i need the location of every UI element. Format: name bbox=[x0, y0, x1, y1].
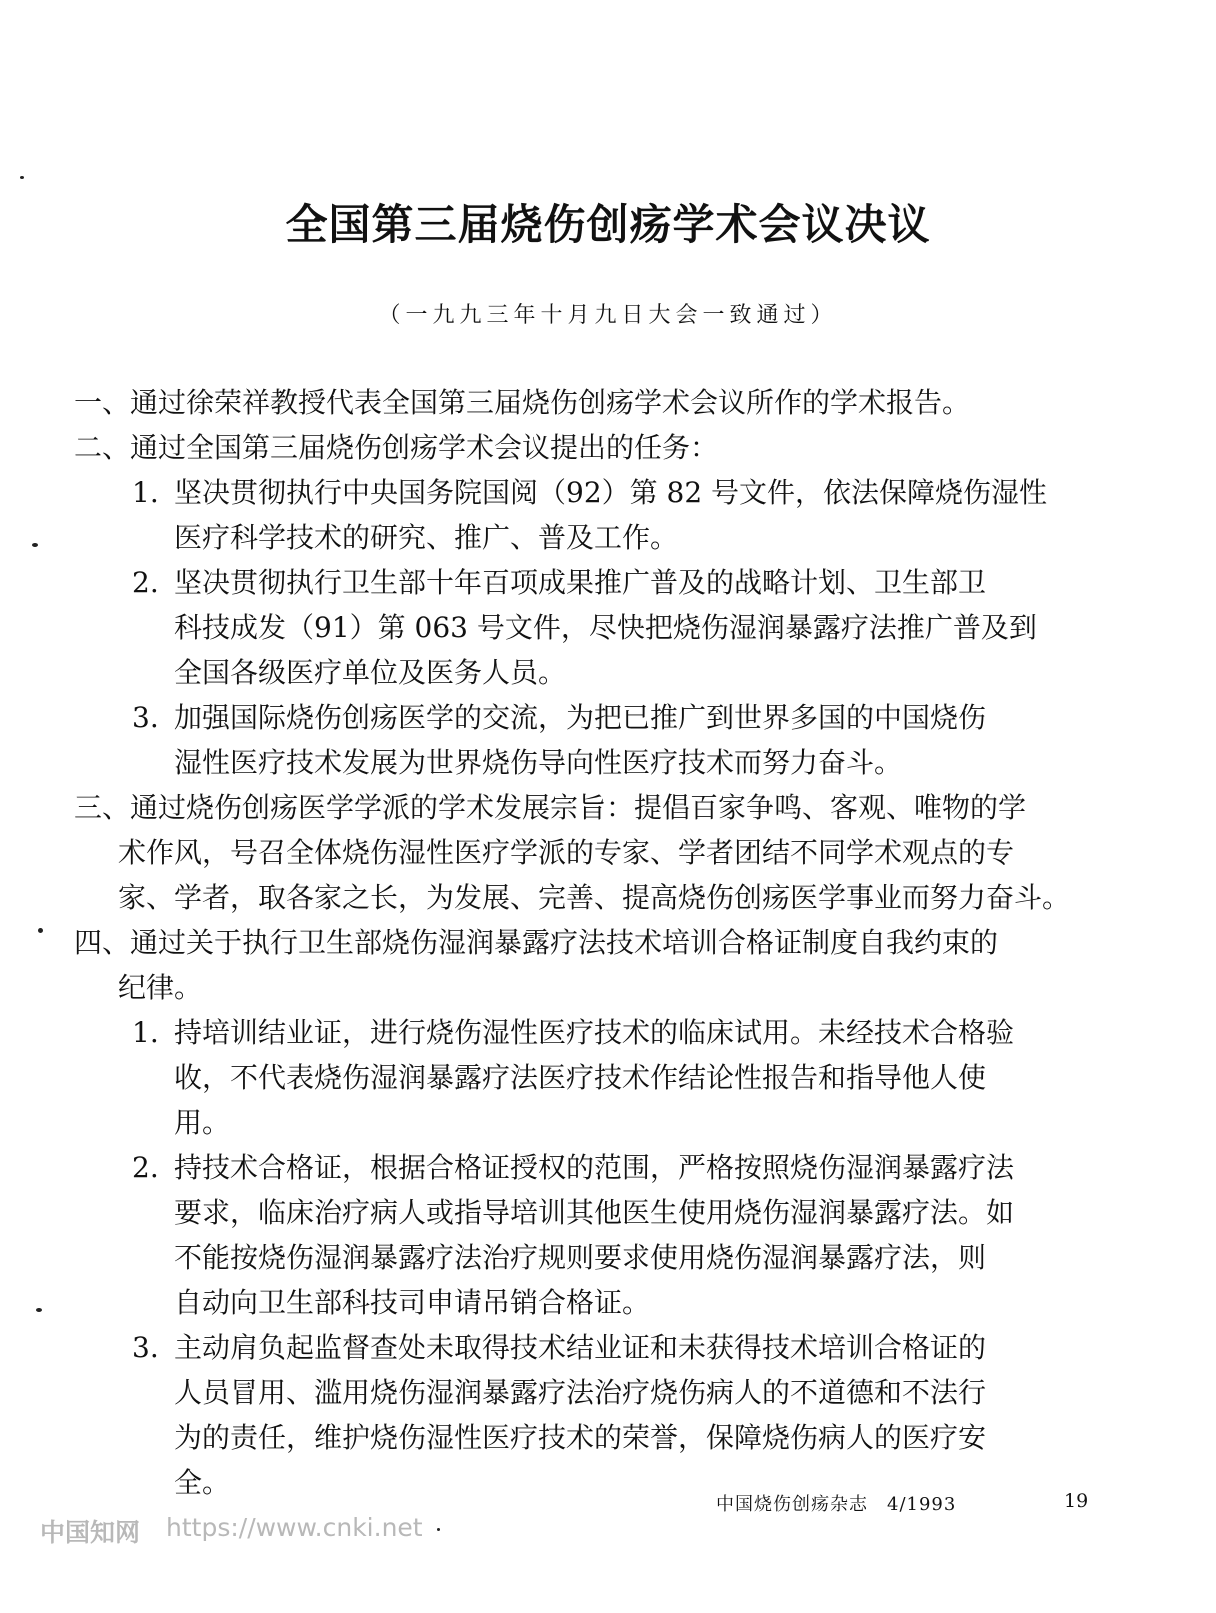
paragraph-line: 为的责任，维护烧伤湿性医疗技术的荣誉，保障烧伤病人的医疗安 bbox=[174, 1421, 987, 1454]
paragraph-line: 全。 bbox=[174, 1466, 231, 1499]
scan-speck bbox=[36, 1308, 42, 1312]
paragraph-line: 坚决贯彻执行中央国务院国阅（92）第 82 号文件，依法保障烧伤湿性 bbox=[174, 476, 1048, 509]
scan-speck bbox=[437, 1528, 440, 1531]
paragraph-line: 收，不代表烧伤湿润暴露疗法医疗技术作结论性报告和指导他人使 bbox=[174, 1061, 987, 1094]
paragraph-line: 主动肩负起监督查处未取得技术结业证和未获得技术培训合格证的 bbox=[174, 1331, 987, 1364]
document-body bbox=[74, 380, 1114, 1505]
document-title: 全国第三届烧伤创疡学术会议决议 bbox=[285, 200, 931, 249]
paragraph-line: 持技术合格证，根据合格证授权的范围，严格按照烧伤湿润暴露疗法 bbox=[174, 1151, 1015, 1184]
task-item-3 bbox=[74, 695, 1114, 740]
paragraph-line: 坚决贯彻执行卫生部十年百项成果推广普及的战略计划、卫生部卫 bbox=[174, 566, 987, 599]
document-subtitle: （一九九三年十月九日大会一致通过） bbox=[378, 303, 838, 328]
paragraph-line: 要求，临床治疗病人或指导培训其他医生使用烧伤湿润暴露疗法。如 bbox=[174, 1196, 1015, 1229]
task-item-1 bbox=[74, 470, 1114, 515]
scan-speck bbox=[32, 543, 38, 547]
discipline-item-1 bbox=[74, 1010, 1114, 1055]
paragraph-line: 术作风，号召全体烧伤湿性医疗学派的专家、学者团结不同学术观点的专 bbox=[118, 836, 1015, 869]
discipline-item-3 bbox=[74, 1325, 1114, 1370]
scan-speck bbox=[38, 928, 43, 933]
resolution-item-3: 三、通过烧伤创疡医学学派的学术发展宗旨：提倡百家争鸣、客观、唯物的学 bbox=[74, 791, 1027, 824]
journal-footer: 中国烧伤创疡杂志 4/1993 bbox=[716, 1494, 957, 1515]
resolution-item-1: 一、通过徐荣祥教授代表全国第三届烧伤创疡学术会议所作的学术报告。 bbox=[74, 386, 971, 419]
task-item-2 bbox=[74, 560, 1114, 605]
paragraph-line: 加强国际烧伤创疡医学的交流，为把已推广到世界多国的中国烧伤 bbox=[174, 701, 987, 734]
cnki-watermark-url: https://www.cnki.net bbox=[166, 1513, 423, 1542]
cnki-watermark-logo: 中国知网 bbox=[40, 1518, 141, 1547]
resolution-item-2: 二、通过全国第三届烧伤创疡学术会议提出的任务： bbox=[74, 431, 719, 464]
list-number: 3. bbox=[132, 701, 159, 734]
page-number: 19 bbox=[1064, 1490, 1089, 1512]
paragraph-line: 全国各级医疗单位及医务人员。 bbox=[174, 656, 567, 689]
paragraph-line: 用。 bbox=[174, 1106, 231, 1139]
list-number: 3. bbox=[132, 1331, 159, 1364]
paragraph-line: 持培训结业证，进行烧伤湿性医疗技术的临床试用。未经技术合格验 bbox=[174, 1016, 1015, 1049]
paragraph-line: 科技成发（91）第 063 号文件，尽快把烧伤湿润暴露疗法推广普及到 bbox=[174, 611, 1037, 644]
paragraph-line: 医疗科学技术的研究、推广、普及工作。 bbox=[174, 521, 679, 554]
resolution-item-4: 四、通过关于执行卫生部烧伤湿润暴露疗法技术培训合格证制度自我约束的 bbox=[74, 926, 999, 959]
paragraph-line: 自动向卫生部科技司申请吊销合格证。 bbox=[174, 1286, 651, 1319]
scan-speck bbox=[20, 176, 24, 179]
list-number: 1. bbox=[132, 1016, 159, 1049]
paragraph-line: 湿性医疗技术发展为世界烧伤导向性医疗技术而努力奋斗。 bbox=[174, 746, 903, 779]
paragraph-line: 不能按烧伤湿润暴露疗法治疗规则要求使用烧伤湿润暴露疗法，则 bbox=[174, 1241, 987, 1274]
list-number: 2. bbox=[132, 566, 159, 599]
discipline-item-2 bbox=[74, 1145, 1114, 1190]
list-number: 2. bbox=[132, 1151, 159, 1184]
paragraph-line: 人员冒用、滥用烧伤湿润暴露疗法治疗烧伤病人的不道德和不法行 bbox=[174, 1376, 987, 1409]
list-number: 1. bbox=[132, 476, 159, 509]
paragraph-line: 家、学者，取各家之长，为发展、完善、提高烧伤创疡医学事业而努力奋斗。 bbox=[118, 881, 1071, 914]
paragraph-line: 纪律。 bbox=[118, 971, 203, 1004]
